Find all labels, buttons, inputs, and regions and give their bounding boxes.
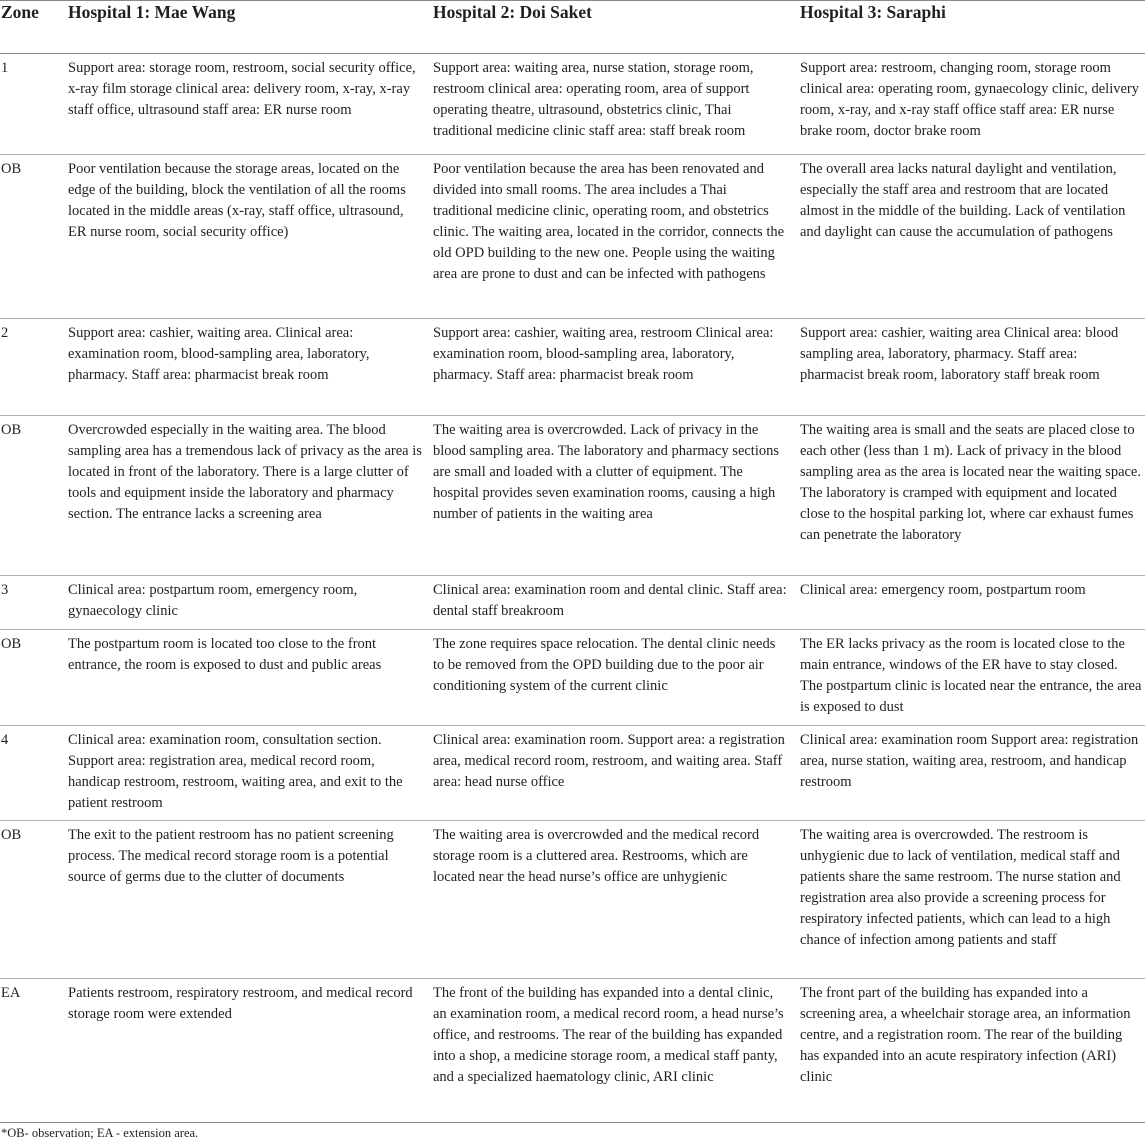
header-hospital-1: Hospital 1: Mae Wang: [60, 1, 425, 54]
table-row: [0, 630, 1145, 726]
hospital-2-cell: Support area: waiting area, nurse station, storage room, restroom clinical area: operating room, area of support operating theatre, ultrasound, obstetrics clinic, Thai traditional medicine clinic staff area: staff break room: [425, 54, 792, 155]
hospital-3-cell: The ER lacks privacy as the room is located close to the main entrance, windows of the ER have to stay closed. The postpartum clinic is located near the entrance, the area is exposed to dust: [792, 630, 1145, 726]
zone-cell: OB: [0, 155, 60, 319]
header-zone: Zone: [0, 1, 60, 54]
table-body: [0, 54, 1145, 1123]
header-hospital-3: Hospital 3: Saraphi: [792, 1, 1145, 54]
hospital-1-cell: Support area: cashier, waiting area. Clinical area: examination room, blood-sampling area, laboratory, pharmacy. Staff area: pharmacist break room: [60, 319, 425, 416]
hospital-2-cell: Clinical area: examination room and dental clinic. Staff area: dental staff breakroom: [425, 576, 792, 630]
zone-cell: OB: [0, 630, 60, 726]
hospital-2-cell: Support area: cashier, waiting area, restroom Clinical area: examination room, blood-sampling area, laboratory, pharmacy. Staff area: pharmacist break room: [425, 319, 792, 416]
table-row: [0, 576, 1145, 630]
hospital-1-cell: Clinical area: examination room, consultation section. Support area: registration area, medical record room, handicap restroom, restroom, waiting area, and exit to the patient restroom: [60, 726, 425, 821]
hospital-1-cell: The exit to the patient restroom has no patient screening process. The medical record storage room is a potential source of germs due to the clutter of documents: [60, 821, 425, 979]
hospital-3-cell: The waiting area is small and the seats are placed close to each other (less than 1 m). Lack of privacy in the blood sampling area as the area is located near the waiting space. The laboratory is cramped with equipment and located close to the hospital parking lot, where car exhaust fumes can penetrate the laboratory: [792, 416, 1145, 576]
hospital-2-cell: Clinical area: examination room. Support area: a registration area, medical record room, restroom, and waiting area. Staff area: head nurse office: [425, 726, 792, 821]
hospital-2-cell: The waiting area is overcrowded. Lack of privacy in the blood sampling area. The laboratory and pharmacy sections are small and loaded with a clutter of equipment. The hospital provides seven examination rooms, causing a high number of patients in the waiting area: [425, 416, 792, 576]
hospital-2-cell: The front of the building has expanded into a dental clinic, an examination room, a medical record room, a head nurse’s office, and restrooms. The rear of the building has expanded into a shop, a medicine storage room, a medical staff panty, and a specialized haematology clinic, ARI clinic: [425, 979, 792, 1123]
hospital-3-cell: Support area: cashier, waiting area Clinical area: blood sampling area, laboratory, pharmacy. Staff area: pharmacist break room, laboratory staff break room: [792, 319, 1145, 416]
hospital-1-cell: Support area: storage room, restroom, social security office, x-ray film storage clinical area: delivery room, x-ray, x-ray staff office, ultrasound staff area: ER nurse room: [60, 54, 425, 155]
hospital-1-cell: Overcrowded especially in the waiting area. The blood sampling area has a tremendous lack of privacy as the area is located in front of the laboratory. There is a large clutter of tools and equipment inside the laboratory and pharmacy section. The entrance lacks a screening area: [60, 416, 425, 576]
table-row: [0, 979, 1145, 1123]
zone-cell: OB: [0, 821, 60, 979]
zone-cell: EA: [0, 979, 60, 1123]
hospital-3-cell: The waiting area is overcrowded. The restroom is unhygienic due to lack of ventilation, medical staff and patients share the same restroom. The nurse station and registration area also provide a screening process for respiratory infected patients, which can lead to a high chance of infection among patients and staff: [792, 821, 1145, 979]
hospital-3-cell: Clinical area: emergency room, postpartum room: [792, 576, 1145, 630]
header-row: [0, 1, 1145, 54]
table-header: [0, 1, 1145, 54]
zone-cell: 1: [0, 54, 60, 155]
hospital-1-cell: Clinical area: postpartum room, emergency room, gynaecology clinic: [60, 576, 425, 630]
table-row: [0, 155, 1145, 319]
table-footnote: *OB- observation; EA - extension area.: [1, 1126, 199, 1140]
hospital-3-cell: The front part of the building has expanded into a screening area, a wheelchair storage area, an information centre, and a registration room. The rear of the building has expanded into an acute respiratory infection (ARI) clinic: [792, 979, 1145, 1123]
hospital-2-cell: Poor ventilation because the area has been renovated and divided into small rooms. The area includes a Thai traditional medicine clinic, operating room, and obstetrics clinic. The waiting area, located in the corridor, connects the old OPD building to the new one. People using the waiting area are prone to dust and can be infected with pathogens: [425, 155, 792, 319]
hospital-2-cell: The zone requires space relocation. The dental clinic needs to be removed from the OPD building due to the poor air conditioning system of the current clinic: [425, 630, 792, 726]
hospital-1-cell: Patients restroom, respiratory restroom, and medical record storage room were extended: [60, 979, 425, 1123]
table-row: [0, 319, 1145, 416]
table-row: [0, 726, 1145, 821]
zone-cell: 2: [0, 319, 60, 416]
table-row: [0, 416, 1145, 576]
zone-cell: 3: [0, 576, 60, 630]
hospital-1-cell: The postpartum room is located too close to the front entrance, the room is exposed to dust and public areas: [60, 630, 425, 726]
table-row: [0, 821, 1145, 979]
hospital-1-cell: Poor ventilation because the storage areas, located on the edge of the building, block the ventilation of all the rooms located in the middle areas (x-ray, staff office, ultrasound, ER nurse room, social security office): [60, 155, 425, 319]
zone-cell: OB: [0, 416, 60, 576]
table-row: [0, 54, 1145, 155]
hospital-3-cell: The overall area lacks natural daylight and ventilation, especially the staff area and restroom that are located almost in the middle of the building. Lack of ventilation and daylight can cause the accumulation of pathogens: [792, 155, 1145, 319]
hospital-3-cell: Clinical area: examination room Support area: registration area, nurse station, waiting area, restroom, and handicap restroom: [792, 726, 1145, 821]
header-hospital-2: Hospital 2: Doi Saket: [425, 1, 792, 54]
hospital-3-cell: Support area: restroom, changing room, storage room clinical area: operating room, gynaecology clinic, delivery room, x-ray, and x-ray staff office staff area: ER nurse brake room, doctor brake room: [792, 54, 1145, 155]
zone-cell: 4: [0, 726, 60, 821]
hospital-2-cell: The waiting area is overcrowded and the medical record storage room is a cluttered area. Restrooms, which are located near the head nurse’s office are unhygienic: [425, 821, 792, 979]
